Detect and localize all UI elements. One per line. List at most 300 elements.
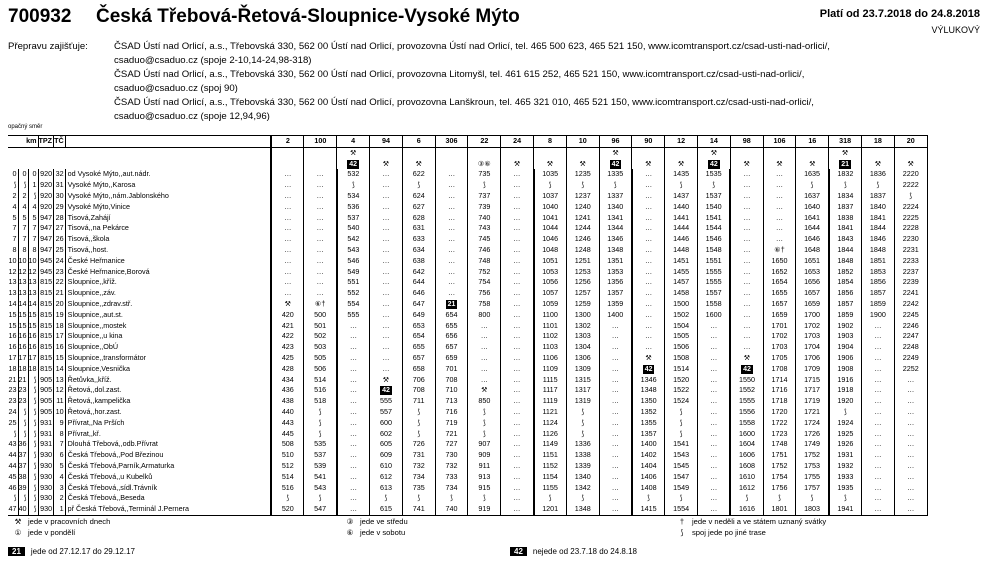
km-cell: 920: [38, 180, 54, 191]
table-row: [8, 375, 927, 386]
departure-time: 1309: [566, 364, 599, 375]
departure-time: …: [698, 461, 731, 472]
departure-time: …: [632, 245, 665, 256]
departure-time: 716: [435, 407, 468, 418]
departure-time: 1353: [599, 267, 632, 278]
km-cell: 947: [38, 213, 54, 224]
departure-time: …: [501, 191, 534, 202]
departure-time: 1941: [829, 504, 862, 515]
km-cell: 23: [18, 396, 27, 406]
departure-time: 600: [370, 418, 403, 429]
departure-time: 706: [402, 375, 435, 386]
km-cell: 38: [18, 471, 27, 481]
departure-time: 1303: [566, 331, 599, 342]
departure-time: 1522: [665, 385, 698, 396]
trip-mark: ⚒: [534, 159, 567, 170]
departure-time: 1705: [763, 353, 796, 364]
station-name: Vysoké Mýto,,nám.Jablonského: [65, 191, 271, 202]
departure-time: 2228: [894, 223, 927, 234]
departure-time: 1121: [534, 407, 567, 418]
departure-time: 1651: [796, 256, 829, 267]
departure-time: 1115: [534, 375, 567, 386]
departure-time: …: [337, 342, 370, 353]
departure-time: 2247: [894, 331, 927, 342]
departure-time: …: [337, 418, 370, 429]
departure-time: …: [894, 396, 927, 407]
km-cell: 17: [54, 331, 66, 342]
trip-mark: ⚒: [566, 159, 599, 170]
departure-time: 1344: [599, 223, 632, 234]
departure-time: 555: [370, 396, 403, 407]
departure-time: 1655: [763, 288, 796, 299]
departure-time: 1726: [796, 429, 829, 440]
departure-time: 535: [304, 439, 337, 450]
trip-number: 90: [632, 136, 665, 148]
station-name: Sloupnice,,záv.: [65, 288, 271, 299]
departure-time: …: [501, 483, 534, 494]
departure-time: 1600: [698, 310, 731, 321]
departure-time: 1500: [665, 299, 698, 310]
km-cell: 36: [18, 439, 27, 449]
departure-time: 421: [271, 321, 304, 332]
departure-time: 1348: [566, 504, 599, 515]
km-cell: ⟆: [18, 180, 28, 191]
departure-time: ⟆: [566, 429, 599, 440]
departure-time: 1244: [566, 223, 599, 234]
trip-mark: ⚒: [665, 159, 698, 170]
table-row: [8, 321, 927, 332]
departure-time: …: [435, 256, 468, 267]
carrier-line: ČSAD Ústí nad Orlicí, a.s., Třebovská 330, 562 00 Ústí nad Orlicí, provozovna Ústí nad Orlicí, tel. 465 500 623, 465 521 150, www.icomtransport.cz/csad-usti-nad-orlici/,: [114, 41, 830, 52]
departure-time: 1448: [665, 245, 698, 256]
departure-time: …: [370, 180, 403, 191]
station-name: Řetůvka,,kříž.: [65, 375, 271, 386]
km-cell: 4: [8, 202, 18, 213]
footnote: [8, 547, 135, 556]
departure-time: ⑥†: [763, 245, 796, 256]
departure-time: 547: [304, 504, 337, 515]
km-cell: 930: [38, 504, 54, 515]
departure-time: …: [501, 245, 534, 256]
departure-time: 1654: [763, 277, 796, 288]
departure-time: 1931: [829, 450, 862, 461]
departure-time: ⟆: [665, 418, 698, 429]
km-cell: 7: [28, 234, 38, 245]
departure-time: ⟆: [402, 407, 435, 418]
legend-item: [340, 528, 405, 537]
footnote-code-badge: 42: [611, 160, 620, 168]
trip-mark: [435, 147, 468, 158]
departure-time: 2246: [894, 321, 927, 332]
table-row: [8, 245, 927, 256]
km-cell: 16: [28, 331, 37, 341]
departure-time: 555: [337, 310, 370, 321]
km-cell: 14: [18, 298, 27, 308]
trip-mark: [796, 147, 829, 158]
km-cell: 44: [8, 450, 17, 460]
departure-time: …: [599, 364, 632, 375]
km-cell: 17: [8, 352, 17, 362]
station-name: Česká Třebová,,Beseda: [65, 493, 271, 504]
departure-time: 1717: [796, 385, 829, 396]
km-cell: 27: [54, 223, 66, 234]
departure-time: 1348: [599, 245, 632, 256]
departure-time: 428: [271, 364, 304, 375]
footnote-code-badge: 42: [349, 160, 358, 168]
departure-time: …: [599, 407, 632, 418]
departure-time: 731: [402, 450, 435, 461]
departure-time: 1604: [730, 439, 763, 450]
departure-time: 1257: [566, 288, 599, 299]
departure-time: …: [698, 321, 731, 332]
legend-text: jede v pracovních dnech: [28, 517, 111, 526]
departure-time: 1719: [796, 396, 829, 407]
departure-time: 1933: [829, 472, 862, 483]
departure-time: 1551: [698, 256, 731, 267]
departure-time: …: [304, 267, 337, 278]
departure-time: 658: [402, 364, 435, 375]
departure-time: 1555: [698, 267, 731, 278]
trip-mark: [534, 147, 567, 158]
departure-time: 445: [271, 429, 304, 440]
departure-time: …: [698, 429, 731, 440]
departure-time: 624: [402, 191, 435, 202]
km-cell: 8: [54, 429, 66, 440]
km-cell: 7: [54, 439, 66, 450]
departure-time: …: [599, 483, 632, 494]
trip-mark: [730, 147, 763, 158]
departure-time: …: [862, 396, 895, 407]
km-cell: ⟆: [28, 396, 38, 407]
table-row: [8, 504, 927, 515]
station-name: České Heřmanice,Borová: [65, 267, 271, 278]
departure-time: 711: [402, 396, 435, 407]
trip-number: 10: [566, 136, 599, 148]
km-cell: 18: [54, 321, 66, 332]
departure-time: 1544: [698, 223, 731, 234]
departure-time: ⟆: [468, 180, 501, 191]
departure-time: 740: [435, 504, 468, 515]
departure-time: ⟆: [304, 493, 337, 504]
footnote-code-badge: 42: [510, 547, 527, 556]
departure-time: …: [501, 461, 534, 472]
departure-time: 1152: [534, 461, 567, 472]
departure-time: …: [730, 223, 763, 234]
km-cell: ⟆: [28, 375, 38, 386]
km-cell: 10: [18, 255, 27, 265]
departure-time: 732: [402, 461, 435, 472]
departure-time: 1555: [698, 277, 731, 288]
departure-time: ⟆: [665, 493, 698, 504]
departure-time: ⟆: [402, 418, 435, 429]
km-cell: 0: [18, 169, 28, 180]
departure-time: 1248: [566, 245, 599, 256]
departure-time: 721: [435, 429, 468, 440]
carrier-line: ČSAD Ústí nad Orlicí, a.s., Třebovská 330, 562 00 Ústí nad Orlicí, provozovna Lanškroun, tel. 465 321 010, 465 521 150, www.icomtransport.cz/csad-usti-nad-orlici/,: [114, 97, 814, 108]
station-name: od Vysoké Mýto,,aut.nádr.: [65, 169, 271, 180]
station-name: Česká Třebová,,sídl.Trávník: [65, 483, 271, 494]
departure-time: …: [370, 353, 403, 364]
table-row: [8, 493, 927, 504]
table-row: [8, 483, 927, 494]
table-row: [8, 342, 927, 353]
departure-time: …: [337, 396, 370, 407]
departure-time: 708: [435, 375, 468, 386]
footnote-code-badge: 42: [710, 160, 718, 168]
departure-time: …: [599, 418, 632, 429]
departure-time: 2230: [894, 234, 927, 245]
departure-time: 1048: [534, 245, 567, 256]
departure-time: 1053: [534, 267, 567, 278]
departure-time: …: [632, 267, 665, 278]
departure-time: …: [730, 191, 763, 202]
departure-time: 1547: [665, 472, 698, 483]
km-cell: 930: [38, 450, 54, 461]
trip-mark: [698, 159, 731, 170]
departure-time: 1335: [599, 169, 632, 180]
km-cell: 16: [8, 331, 17, 341]
departure-time: 1558: [698, 299, 731, 310]
departure-time: …: [862, 385, 895, 396]
departure-time: 1932: [829, 461, 862, 472]
departure-time: …: [632, 299, 665, 310]
departure-time: …: [271, 169, 304, 180]
departure-time: 2241: [894, 288, 927, 299]
km-cell: 47: [8, 504, 18, 515]
departure-time: ⚒: [468, 385, 501, 396]
departure-time: 1918: [829, 385, 862, 396]
departure-time: 1852: [829, 267, 862, 278]
departure-time: 800: [468, 310, 501, 321]
trip-mark: ③⑥: [468, 159, 501, 170]
departure-time: 1341: [599, 213, 632, 224]
departure-time: …: [632, 234, 665, 245]
departure-time: [730, 364, 763, 375]
trip-mark: [763, 147, 796, 158]
departure-time: 647: [402, 299, 435, 310]
departure-time: ⟆: [534, 180, 567, 191]
km-cell: 5: [28, 213, 38, 224]
departure-time: …: [632, 213, 665, 224]
km-cell: 5: [18, 213, 28, 224]
km-cell: 25: [54, 245, 66, 256]
table-row: [8, 331, 927, 342]
departure-time: …: [501, 331, 534, 342]
departure-time: 605: [370, 439, 403, 450]
departure-time: …: [862, 461, 895, 472]
km-cell: ⟆: [18, 407, 28, 418]
km-cell: 20: [54, 299, 66, 310]
km-cell: 16: [8, 342, 17, 352]
departure-time: …: [730, 310, 763, 321]
table-row: [8, 234, 927, 245]
departure-time: ⟆: [468, 493, 501, 504]
departure-time: 1656: [796, 277, 829, 288]
departure-time: …: [599, 342, 632, 353]
km-cell: 930: [38, 461, 54, 472]
departure-time: ⟆: [337, 180, 370, 191]
departure-time: …: [501, 288, 534, 299]
departure-time: 505: [304, 353, 337, 364]
departure-time: 1706: [796, 353, 829, 364]
trip-mark: ⚒: [796, 159, 829, 170]
tpz-header: TPZ: [38, 136, 54, 148]
departure-time: 1319: [566, 396, 599, 407]
km-cell: ⟆: [28, 385, 38, 396]
departure-time: …: [862, 483, 895, 494]
departure-time: 733: [435, 472, 468, 483]
legend-text: spoj jede po jiné trase: [692, 528, 766, 537]
km-cell: ⟆: [18, 493, 28, 504]
departure-time: 2245: [894, 310, 927, 321]
departure-time: 1756: [763, 483, 796, 494]
departure-time: 1535: [698, 169, 731, 180]
departure-time: …: [862, 429, 895, 440]
departure-time: 501: [304, 321, 337, 332]
departure-time: 434: [271, 375, 304, 386]
departure-time: 2224: [894, 202, 927, 213]
departure-time: 1502: [665, 310, 698, 321]
km-cell: 905: [38, 407, 54, 418]
departure-time: 1848: [829, 256, 862, 267]
departure-time: 1703: [763, 342, 796, 353]
departure-time: …: [862, 342, 895, 353]
departure-time: 1046: [534, 234, 567, 245]
trip-number: 306: [435, 136, 468, 148]
departure-time: 1151: [534, 450, 567, 461]
departure-time: …: [698, 439, 731, 450]
departure-time: 1346: [632, 375, 665, 386]
km-cell: 15: [8, 320, 17, 330]
departure-time: 1315: [566, 375, 599, 386]
km-cell: 18: [28, 363, 37, 373]
departure-time: …: [599, 321, 632, 332]
departure-time: [632, 364, 665, 375]
departure-time: …: [271, 213, 304, 224]
km-cell: 18: [18, 363, 27, 373]
departure-time: …: [501, 234, 534, 245]
table-row: [8, 202, 927, 213]
station-name: Sloupnice,,mostek: [65, 321, 271, 332]
departure-time: 1612: [730, 483, 763, 494]
table-row: [8, 277, 927, 288]
departure-time: 2233: [894, 256, 927, 267]
departure-time: 627: [402, 202, 435, 213]
departure-time: ⟆: [829, 407, 862, 418]
table-row: [8, 353, 927, 364]
departure-time: 1702: [763, 331, 796, 342]
departure-time: ⟆: [304, 429, 337, 440]
departure-time: 1505: [665, 331, 698, 342]
station-name: Přívrat,,kř.: [65, 429, 271, 440]
departure-time: 436: [271, 385, 304, 396]
departure-time: 1546: [698, 234, 731, 245]
table-row: [8, 223, 927, 234]
departure-time: 1346: [599, 234, 632, 245]
departure-time: ⟆: [632, 493, 665, 504]
km-cell: 23: [8, 396, 17, 406]
station-name: Tisová,,na Pekárce: [65, 223, 271, 234]
departure-time: …: [337, 450, 370, 461]
trip-mark: [501, 147, 534, 158]
departure-time: …: [337, 439, 370, 450]
departure-time: 1041: [534, 213, 567, 224]
trip-number: 4: [337, 136, 370, 148]
departure-time: 549: [337, 267, 370, 278]
departure-time: 735: [468, 169, 501, 180]
table-row: [8, 288, 927, 299]
departure-time: 622: [402, 169, 435, 180]
departure-time: …: [862, 353, 895, 364]
km-cell: 15: [28, 309, 37, 319]
station-name: Řetová,,hor.zast.: [65, 407, 271, 418]
departure-time: …: [632, 169, 665, 180]
departure-time: 644: [402, 277, 435, 288]
departure-time: 1844: [862, 223, 895, 234]
departure-time: 1348: [632, 385, 665, 396]
departure-time: 1834: [829, 191, 862, 202]
departure-time: …: [271, 191, 304, 202]
trip-number: 94: [370, 136, 403, 148]
departure-time: 1916: [829, 375, 862, 386]
departure-time: …: [698, 353, 731, 364]
km-cell: 24: [8, 406, 17, 416]
km-cell: 4: [18, 202, 28, 213]
km-cell: 815: [38, 277, 54, 288]
departure-time: …: [501, 342, 534, 353]
departure-time: 1616: [730, 504, 763, 515]
departure-time: …: [730, 299, 763, 310]
departure-time: 1557: [698, 288, 731, 299]
km-cell: 0: [28, 169, 38, 180]
departure-time: 1504: [665, 321, 698, 332]
departure-time: 1841: [829, 223, 862, 234]
trip-number: 8: [534, 136, 567, 148]
km-cell: 947: [38, 234, 54, 245]
departure-time: 657: [435, 342, 468, 353]
departure-time: …: [862, 364, 895, 375]
departure-time: …: [501, 169, 534, 180]
trip-mark: ⚒: [894, 159, 927, 170]
departure-time: 1552: [730, 385, 763, 396]
km-cell: 2: [18, 191, 28, 202]
station-name: Dlouhá Třebová,,odb.Přívrat: [65, 439, 271, 450]
departure-time: …: [435, 245, 468, 256]
trip-mark: ⚒: [501, 159, 534, 170]
departure-time: 552: [337, 288, 370, 299]
departure-time: 1359: [599, 299, 632, 310]
table-row: [8, 169, 927, 180]
departure-time: 1754: [763, 472, 796, 483]
departure-time: 1702: [796, 321, 829, 332]
departure-time: …: [271, 180, 304, 191]
departure-time: 500: [304, 310, 337, 321]
km-cell: 7: [28, 223, 38, 234]
departure-time: 1650: [763, 256, 796, 267]
departure-time: 503: [304, 342, 337, 353]
km-cell: 14: [8, 298, 17, 308]
legend-symbol-icon: ①: [14, 528, 22, 537]
departure-time: 1446: [665, 234, 698, 245]
km-header: km: [8, 136, 38, 148]
km-cell: ⟆: [28, 472, 38, 483]
departure-time: …: [599, 493, 632, 504]
departure-time: 1543: [665, 450, 698, 461]
departure-time: …: [698, 385, 731, 396]
departure-time: 1709: [796, 364, 829, 375]
trip-number: 14: [698, 136, 731, 148]
departure-time: 1703: [796, 331, 829, 342]
